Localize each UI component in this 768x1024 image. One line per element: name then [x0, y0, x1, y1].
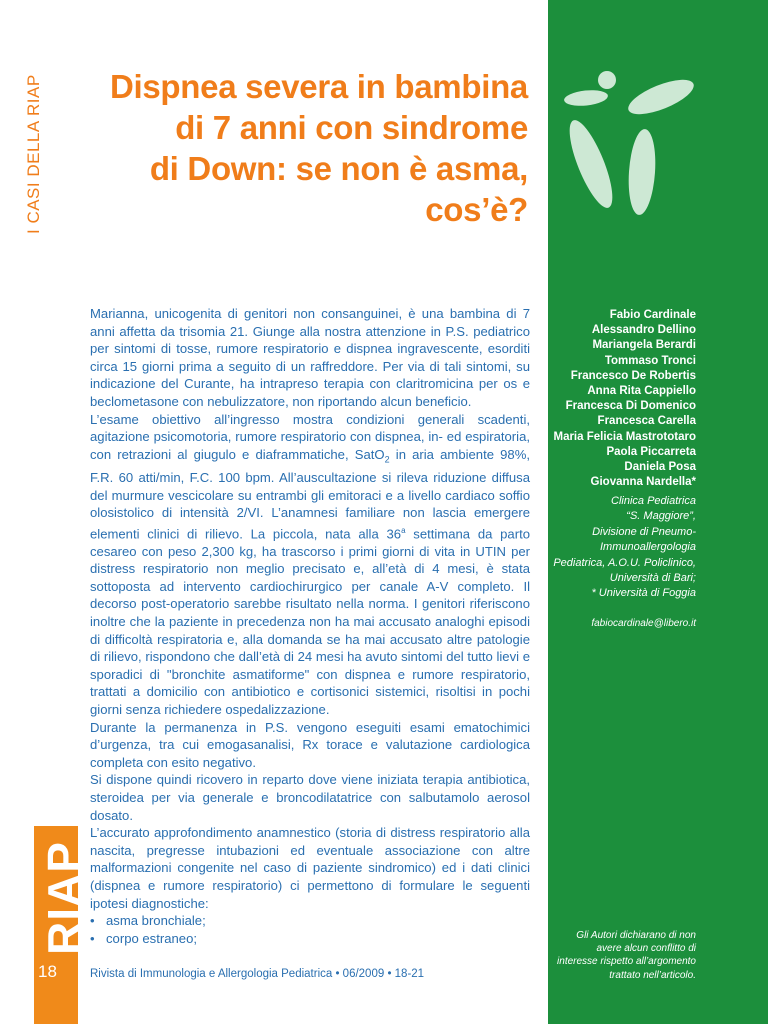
riap-logo: RIAP [38, 841, 90, 955]
affiliation-line: Divisione di Pneumo- [592, 525, 696, 538]
bullet-icon: • [90, 913, 95, 929]
article-title [90, 66, 528, 230]
author-name: Anna Rita Cappiello [587, 385, 696, 398]
bullet-icon: • [90, 930, 95, 946]
author-name: Francesco De Robertis [570, 369, 696, 382]
logo-right-leaf [624, 73, 698, 121]
logo-right-stem [626, 128, 658, 216]
paragraph: Si dispone quindi ricovero in reparto dove viene iniziata terapia antibiotica, steroidea per via generale e broncodilatatrice con salbutamolo aerosol dosato. [90, 772, 530, 823]
author-name: Mariangela Berardi [592, 339, 696, 352]
left-margin [0, 0, 90, 1024]
author-name: Paola Piccarreta [606, 445, 696, 458]
author-name: Daniela Posa [624, 461, 696, 474]
contact-email[interactable]: fabiocardinale@libero.it [591, 618, 696, 629]
author-name: Tommaso Tronci [604, 354, 696, 367]
conflict-disclosure [552, 929, 696, 982]
logo-left-leaf [563, 88, 608, 108]
paragraph: L’accurato approfondimento anamnestico (storia di distress respiratorio alla nascita, pregresse intubazioni ed eventuale associazione con altre malformazioni congenite nel caso di paziente sindromico) ed i dati clinici (dispnea e rumore respiratorio) ci permettono di formulare le seguenti ipotesi diagnostiche: [90, 825, 530, 911]
paragraph: Marianna, unicogenita di genitori non consanguinei, è una bambina di 7 anni affetta da trisomia 21. Giunge alla nostra attenzione in P.S. pediatrico per sintomi di tosse, rumore respiratorio e dispnea ingravescente, esorditi circa 15 giorni prima a seguito di un raffreddore. Per via di tali sintomi, su indicazione del Curante, ha intrapreso terapia con claritromicina per os e beclometasone con nebulizzatore, non riportando alcun beneficio. [90, 306, 530, 409]
subscript: 2 [384, 454, 390, 465]
section-label: I CASI DELLA RIAP [24, 74, 43, 234]
affiliation-line: “S. Maggiore”, [626, 510, 696, 523]
page-number: 18 [38, 962, 57, 981]
affiliation-line: Università di Bari; [609, 572, 696, 585]
superscript: a [401, 525, 406, 535]
journal-footer: Rivista di Immunologia e Allergologia Pediatrica • 06/2009 • 18-21 [90, 968, 425, 980]
disclosure-line: Gli Autori dichiarano di non [576, 930, 696, 941]
title-line: Dispnea severa in bambina [109, 68, 528, 105]
title-line: cos’è? [425, 191, 528, 228]
text-run: settimana da parto cesareo con peso 2,300 kg, ha trascorso i primi giorni di vita in UTIN per distress respiratorio non meglio precisato e, all’età di 4 mesi, è stata sottoposta ad intervento cardiochirurgico per canale A-V completo. Il decorso post-operatorio sarebbe risultato nella norma. I genitori riferiscono inoltre che la paziente in precedenza non ha mai accusato analoghi episodi di difficoltà respiratoria e, alla domanda se ha mai accusato altre patologie di rilievo, rispondono che dall’età di 24 mesi ha avuto sintomi del tutto lievi e sporadici di "bronchite asmatiforme" con dispnea e rumore respiratorio, trattati a domicilio con antibiotico e cortisonici sistemici, risoltisi in pochi giorni senza richiedere ospedalizzazione. [90, 526, 530, 718]
text-run: in aria ambiente 98%, F.R. 60 atti/min, F.C. 100 bpm. All’auscultazione si rileva riduzione diffusa del murmure vescicolare su entrambi gli emitoraci e a livello cardiaco soffio olosistolico di intensità 2/VI. L’anamnesi familiare non lascia emergere elementi clinici di rilievo. La piccola, nata alla 36 [90, 446, 530, 542]
author-name: Maria Felicia Mastrototaro [553, 430, 696, 443]
disclosure-line: trattato nell’articolo. [609, 969, 696, 981]
affiliation-line: Immunoallergologia [600, 541, 696, 554]
disclosure-line: avere alcun conflitto di [596, 943, 696, 955]
affiliation-line: * Università di Foggia [591, 587, 696, 600]
author-list [552, 308, 696, 490]
author-name: Giovanna Nardella* [590, 476, 696, 489]
affiliation-line: Clinica Pediatrica [611, 495, 696, 507]
author-name: Fabio Cardinale [609, 309, 696, 321]
logo-left-stem [561, 116, 620, 213]
paragraph: Durante la permanenza in P.S. vengono eseguiti esami ematochimici d’urgenza, tra cui emogasanalisi, Rx torace e valutazione cardiologica completa con esito negativo. [90, 719, 530, 770]
list-item [90, 930, 530, 948]
list-item [90, 912, 530, 930]
text-run: L’esame obiettivo all’ingresso mostra condizioni generali scadenti, agitazione psicomotoria, rumore respiratorio con dispnea, in- ed espiratoria, con retrazioni al giugulo e diaframmatiche, SatO [90, 411, 530, 462]
title-line: di 7 anni con sindrome [175, 109, 528, 146]
logo-dot [598, 71, 616, 89]
author-name: Francesca Di Domenico [565, 400, 696, 413]
diagnosis-list [90, 912, 530, 947]
list-item-text: corpo estraneo; [106, 930, 197, 946]
riap-leaf-logo-icon [560, 62, 700, 222]
disclosure-line: interesse rispetto all’argomento [557, 956, 696, 968]
article-body [90, 305, 530, 947]
affiliation [552, 494, 696, 602]
title-line: di Down: se non è asma, [149, 150, 528, 187]
author-name: Alessandro Dellino [591, 324, 696, 337]
affiliation-line: Pediatrica, A.O.U. Policlinico, [553, 556, 696, 569]
list-item-text: asma bronchiale; [106, 913, 206, 929]
author-name: Francesca Carella [597, 415, 696, 428]
paragraph [90, 411, 530, 719]
